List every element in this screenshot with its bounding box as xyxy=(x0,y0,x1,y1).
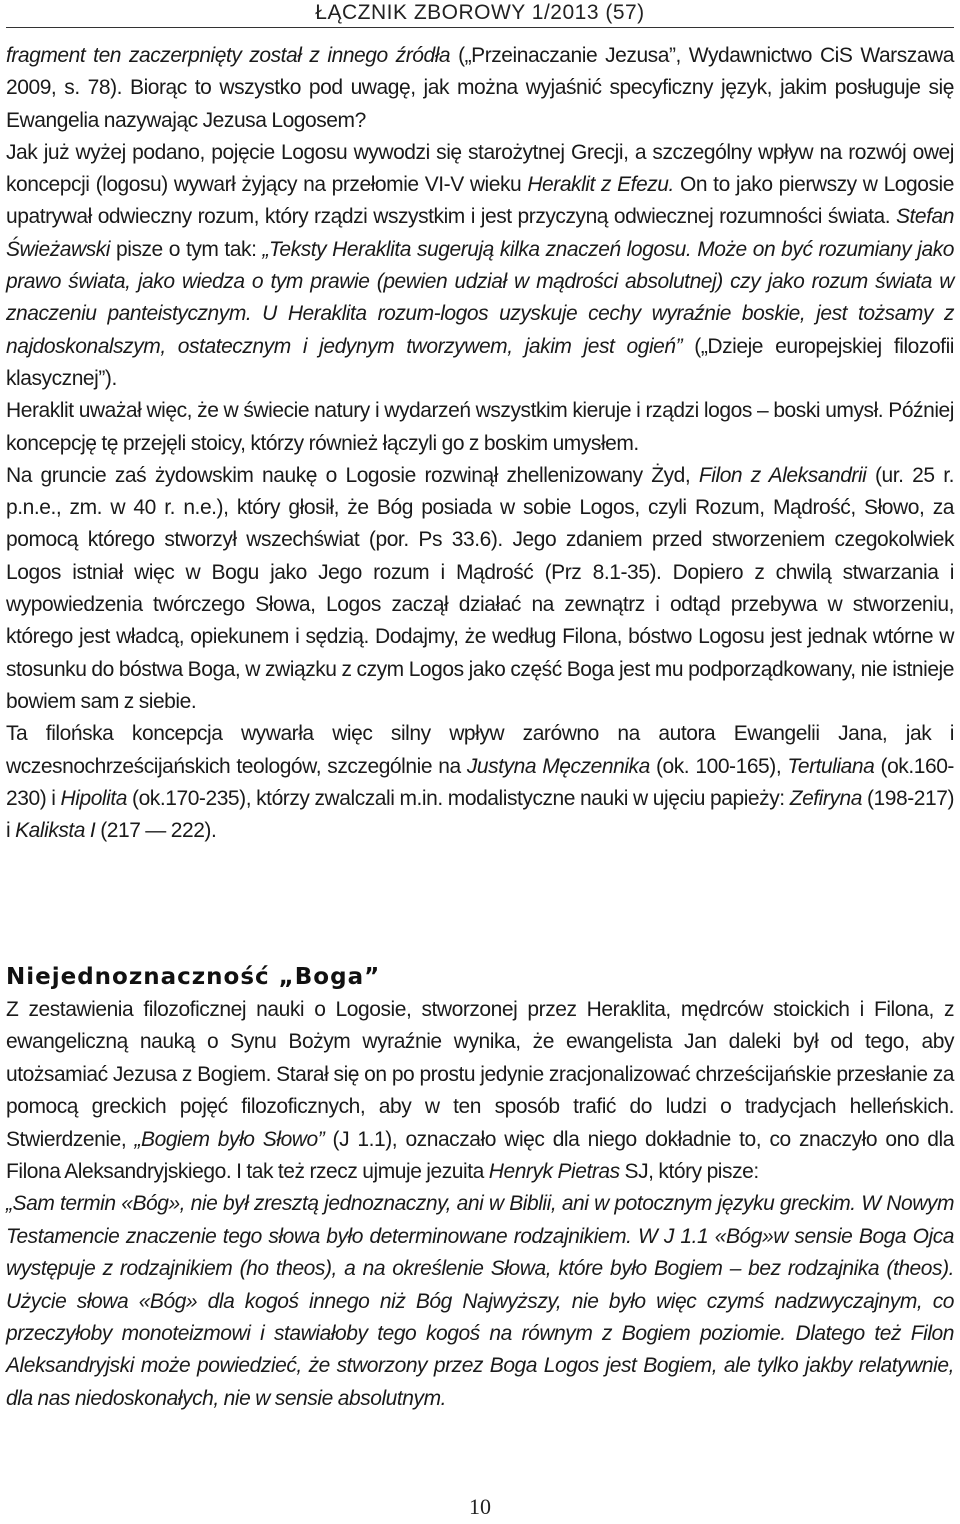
header-title: ŁĄCZNIK ZBOROWY 1/2013 (57) xyxy=(315,1,645,24)
text-segment: (198-217) i xyxy=(6,786,955,843)
italic-text-segment: Zefiryna xyxy=(789,786,862,810)
italic-text-segment: „Teksty Heraklita sugerują kilka znaczeń logosu. Może on być rozumiany jako prawo świata, jako wiedza o tym prawie (pewien udział w mądrości absolutnej) czy jako rozum świata w znaczeniu panteistycznym. U Heraklita rozum-logos uzyskuje cechy wyraźnie boskie, jest tożsamy z najdoskonalszym, ostatecznym i jedynym tworzywem, jakim jest ogień” xyxy=(6,237,954,358)
section-body xyxy=(6,994,954,1415)
text-segment: (ok.170-235), którzy zwalczali m.in. modalistyczne nauki w ujęciu papieży: xyxy=(126,786,790,810)
paragraph xyxy=(6,395,954,460)
italic-text-segment: Henryk Pietras xyxy=(488,1160,620,1184)
italic-text-segment: „Bogiem było Słowo” xyxy=(134,1127,325,1151)
section-heading: Niejednoznaczność „Boga” xyxy=(6,964,381,990)
article-body xyxy=(6,40,954,847)
text-segment: (ok. 100-165), xyxy=(649,754,788,778)
text-segment: Na gruncie zaś żydowskim naukę o Logosie rozwinął zhellenizowany Żyd, xyxy=(6,463,699,487)
paragraph xyxy=(6,137,954,395)
section-niejednoznacznosc xyxy=(6,960,954,1415)
quote-paragraph xyxy=(6,1188,954,1415)
text-segment: („Dzieje europejskiej filozofii klasycznej”). xyxy=(6,334,955,390)
italic-text-segment: Tertuliana xyxy=(787,754,875,778)
italic-text-segment: Filon z Aleksandrii xyxy=(698,463,867,487)
italic-text-segment: „Sam termin «Bóg», nie był zresztą jednoznaczny, ani w Biblii, ani w potocznym języku greckim. W Nowym Testamencie znaczenie tego słowa było determinowane rodzajnikiem. W J 1.1 «Bóg»w sensie Boga Ojca występuje z rodzajnikiem (ho theos), a na określenie Słowa, które było Bogiem – bez rodzajnika (theos). Użycie słowa «Bóg» dla kogoś innego niż Bóg Najwyższy, nie było więc czymś nadzwyczajnym, co przeczyłoby monoteizmowi i stawiałoby tego kogoś na równym z Bogiem poziomie. Dlatego też Filon Aleksandryjski może powiedzieć, że stworzony przez Boga Logos jest Bogiem, ale tylko jakby relatywnie, dla nas niedoskonałych, nie w sensie absolutnym. xyxy=(6,1192,954,1410)
italic-text-segment: Stefan Świeżawski xyxy=(6,205,954,261)
paragraph xyxy=(6,40,954,137)
text-segment: (ur. 25 r. p.n.e., zm. w 40 r. n.e.), który głosił, że Bóg posiada w sobie Logos, czyli Rozum, Mądrość, Słowo, za pomocą którego stworzył wszechświat (por. Ps 33.6). Jego zdaniem przed stworzeniem czegokolwiek Logos istniał więc w Bogu jako Jego rozum i Mądrość (Prz 8.1-35). Dopiero z chwilą stwarzania i wypowiedzenia twórczego Słowa, Logos zaczął działać na zewnątrz i odtąd przebywa w stworzeniu, którego jest władcą, opiekunem i sędzią. Dodajmy, że według Filona, bóstwo Logosu jest jednak wtórne w stosunku do bóstwa Boga, w związku z czym Logos jako część Boga jest mu podporządkowany, nie istnieje bowiem sam z siebie. xyxy=(6,463,954,713)
text-segment: pisze o tym tak: xyxy=(110,237,263,261)
running-header xyxy=(0,0,960,36)
page-number: 10 xyxy=(469,1494,491,1519)
paragraph xyxy=(6,718,954,847)
text-segment: SJ, który pisze: xyxy=(619,1160,759,1184)
text-segment: („Przeinaczanie Jezusa”, Wydawnictwo CiS Warszawa 2009, s. 78). Biorąc to wszystko pod uwagę, jak można wyjaśnić specyficzny język, jakim posługuje się Ewangelia nazywając Jezusa Logosem? xyxy=(6,44,954,132)
italic-text-segment: Kaliksta I xyxy=(15,819,96,843)
text-segment: Heraklit uważał więc, że w świecie natury i wydarzeń wszystkim kieruje i rządzi logos – boski umysł. Później koncepcję tę przejęli stoicy, którzy również łączyli go z boskim umysłem. xyxy=(6,399,954,455)
text-segment: (217 — 222). xyxy=(95,819,217,843)
italic-text-segment: Hipolita xyxy=(60,786,127,810)
text-segment: Ta filońska koncepcja wywarła więc silny wpływ zarówno na autora Ewangelii Jana, jak i wczesnochrześcijańskich teologów, szczególnie na xyxy=(6,722,954,778)
italic-text-segment: fragment ten zaczerpnięty został z innego źródła xyxy=(6,44,451,67)
header-rule xyxy=(6,27,954,28)
italic-text-segment: Heraklit z Efezu. xyxy=(527,173,674,197)
text-segment: Z zestawienia filozoficznej nauki o Logosie, stworzonej przez Heraklita, mędrców stoickich i Filona, z ewangeliczną nauką o Synu Bożym wyraźnie wynika, że ewangelista Jan daleki był od tego, aby utożsamiać Jezusa z Bogiem. Starał się on po prostu jedynie zracjonalizować chrześcijańskie przesłanie za pomocą greckich pojęć filozoficznych, aby w ten sposób trafić do ludzi o tradycjach helleńskich. Stwierdzenie, xyxy=(6,998,954,1151)
text-segment: (ok.160-230) i xyxy=(6,754,954,810)
text-segment: On to jako pierwszy w Logosie upatrywał odwieczny rozum, który rządzi wszystkim i jest przyczyną odwiecznej rozumności świata. xyxy=(6,173,954,229)
text-segment: Jak już wyżej podano, pojęcie Logosu wywodzi się starożytnej Grecji, a szczególny wpływ na rozwój owej koncepcji (logosu) wywarł żyjący na przełomie VI-V wieku xyxy=(6,140,954,197)
italic-text-segment: Justyna Męczennika xyxy=(466,754,650,778)
paragraph xyxy=(6,994,954,1188)
paragraph xyxy=(6,460,954,718)
text-segment: (J 1.1), oznaczało więc dla niego dokładnie to, co znaczyło ono dla Filona Aleksandryjskiego. I tak też rzecz ujmuje jezuita xyxy=(6,1127,954,1184)
